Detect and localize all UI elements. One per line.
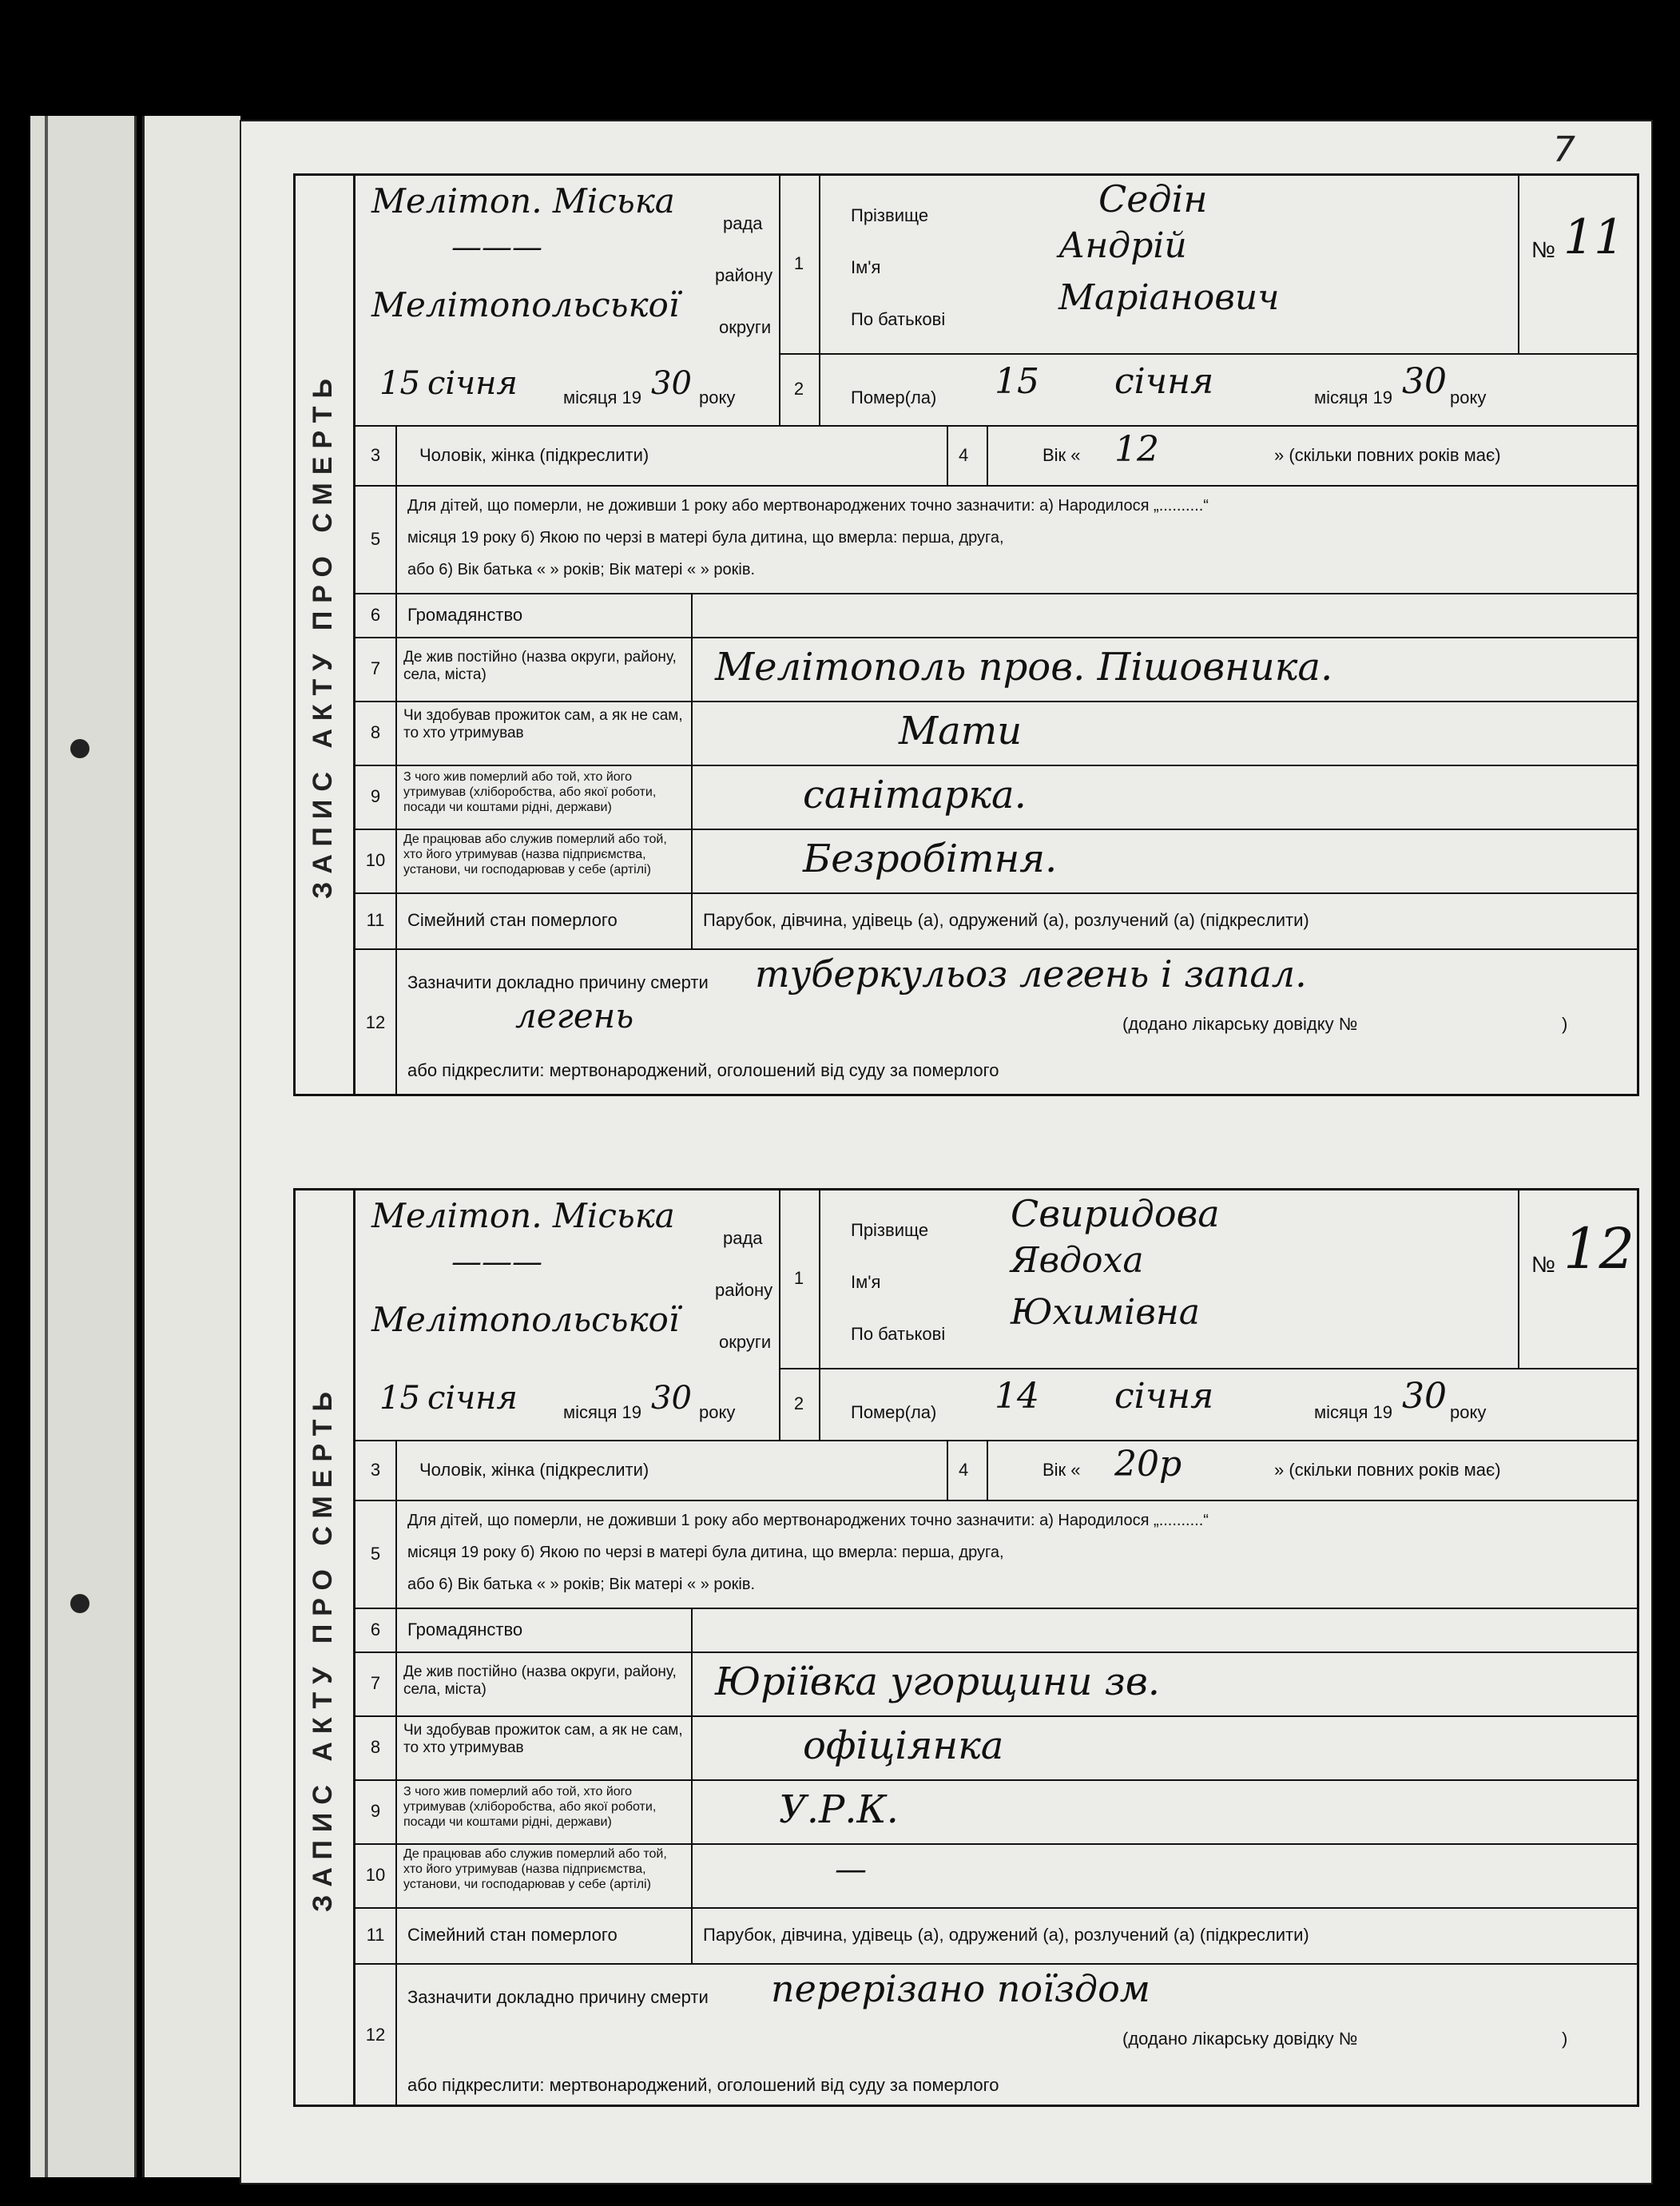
reg-day: 15 bbox=[379, 365, 420, 402]
rada-value: Мелітоп. Міська bbox=[371, 181, 675, 221]
record-number: 11 bbox=[1563, 209, 1625, 265]
death-record-2: ЗАПИС АКТУ ПРО СМЕРТЬ Мелітоп. Міська рада ——— району Мелітопольської округи 15 січня місяця 19 30 року 1 2 Прізвище Свиридова Ім'я Явдоха По батькові Юхимівна № 12 Помер(ла) 14 січня місяця 19 30 року 3 Чоловік, жінка (підкреслити) 4 Вік « 20р » (скільки повних років має) 5 Для дітей, що померли, не доживши 1 року або мертвонароджених точно зазначити: а) Народилося „..........“ місяця 19 року б) Якою по черзі в матері була дитина, що вмерла: перша, друга, або 6) Вік батька « » років; Вік матері « » років. 6 Громадянство 7 Де жив постійно (назва округи, району, села, міста) Юріївка угорщини зв. 8 Чи здобував прожиток сам, а як не сам, то хто утримував офіціянка 9 З чого жив померлий або той, хто його утримував (хліборобства, або якої роботи, посади чи коштами рідні, держави) У.Р.К. 10 Де працював або служив померлий або той, хто його утримував (назва підприємства, установи, чи господарював у себе (артілі) — 11 Сімейний стан померлого Парубок, дівчина, удівець (а), одружений (а), розлучений (а) (підкреслити) 12 Зазначити докладно причину смерти перерізано поїздом (додано лікарську довідку № ) або підкреслити: мертвонароджений, оголошений від суду за померлого bbox=[293, 1188, 1639, 2107]
occupation-value: санітарка. bbox=[803, 773, 1027, 817]
name-value: Явдоха bbox=[1011, 1240, 1144, 1281]
rayon-value: ——— bbox=[451, 1244, 542, 1279]
residence-value: Мелітополь пров. Пішовника. bbox=[715, 645, 1333, 690]
death-year: 30 bbox=[1402, 1376, 1447, 1417]
rada-value: Мелітоп. Міська bbox=[371, 1196, 675, 1235]
occupation-value: У.Р.К. bbox=[779, 1787, 899, 1832]
binding-edge bbox=[30, 116, 137, 2177]
patronymic-value: Маріанович bbox=[1058, 277, 1280, 318]
name-value: Андрій bbox=[1058, 225, 1187, 266]
rayon-value: ——— bbox=[451, 229, 542, 264]
reg-month: січня bbox=[427, 365, 518, 402]
binding-hole bbox=[70, 1594, 89, 1613]
reg-year: 30 bbox=[651, 365, 692, 402]
workplace-value: Безробітня. bbox=[803, 837, 1058, 881]
page-number: 7 bbox=[1553, 129, 1575, 170]
supporter-value: Мати bbox=[899, 709, 1023, 753]
death-month: січня bbox=[1114, 1376, 1214, 1417]
vertical-title: ЗАПИС АКТУ ПРО СМЕРТЬ bbox=[293, 173, 355, 1096]
age-value: 20р bbox=[1114, 1444, 1182, 1485]
residence-value: Юріївка угорщини зв. bbox=[715, 1659, 1161, 1704]
reg-year: 30 bbox=[651, 1380, 692, 1417]
age-value: 12 bbox=[1114, 429, 1159, 470]
document-page bbox=[240, 120, 1653, 2184]
death-record-1: ЗАПИС АКТУ ПРО СМЕРТЬ Мелітоп. Міська рада ——— району Мелітопольської округи 15 січня місяця 19 30 року 1 2 Прізвище Седін Ім'я Андрій По батькові Маріанович № 11 Помер(ла) 15 січня місяця 19 30 року 3 Чоловік, жінка (підкреслити) 4 Вік « 12 » (скільки повних років має) 5 Для дітей, що померли, не доживши 1 року або мертвонароджених точно зазначити: а) Народилося „..........“ місяця 19 року б) Якою по черзі в матері була дитина, що вмерла: перша, друга, або 6) Вік батька « » років; Вік матері « » років. 6 Громадянство 7 Де жив постійно (назва округи, району, села, міста) Мелітополь пров. Пішовника. 8 Чи здобував прожиток сам, а як не сам, то хто утримував Мати 9 З чого жив померлий або той, хто його утримував (хліборобства, або якої роботи, посади чи коштами рідні, держави) санітарка. 10 Де працював або служив померлий або той, хто його утримував (назва підприємства, установи, чи господарював у себе (артілі) Безробітня. 11 Сімейний стан померлого Парубок, дівчина, удівець (а), одружений (а), розлучений (а) (підкреслити) 12 Зазначити докладно причину смерти туберкульоз легень і запал. легень (додано лікарську довідку № ) або підкреслити: мертвонароджений, оголошений від суду за померлого bbox=[293, 173, 1639, 1096]
binding-hole bbox=[70, 739, 89, 758]
death-day: 14 bbox=[995, 1376, 1039, 1417]
surname-value: Седін bbox=[1098, 177, 1208, 221]
reg-day: 15 bbox=[379, 1380, 420, 1417]
paper-strip bbox=[142, 116, 240, 2177]
supporter-value: офіціянка bbox=[803, 1723, 1004, 1768]
okruha-value: Мелітопольської bbox=[371, 285, 680, 324]
okruha-value: Мелітопольської bbox=[371, 1300, 680, 1339]
cause-value: туберкульоз легень і запал. bbox=[755, 952, 1307, 996]
record-number: 12 bbox=[1563, 1216, 1635, 1282]
death-year: 30 bbox=[1402, 361, 1447, 402]
workplace-value: — bbox=[835, 1851, 867, 1888]
death-month: січня bbox=[1114, 361, 1214, 402]
patronymic-value: Юхимівна bbox=[1011, 1292, 1201, 1333]
cause-value-2: легень bbox=[515, 996, 634, 1035]
death-day: 15 bbox=[995, 361, 1039, 402]
vertical-title: ЗАПИС АКТУ ПРО СМЕРТЬ bbox=[293, 1188, 355, 2107]
reg-month: січня bbox=[427, 1380, 518, 1417]
cause-value: перерізано поїздом bbox=[771, 1967, 1150, 2010]
surname-value: Свиридова bbox=[1011, 1192, 1220, 1235]
